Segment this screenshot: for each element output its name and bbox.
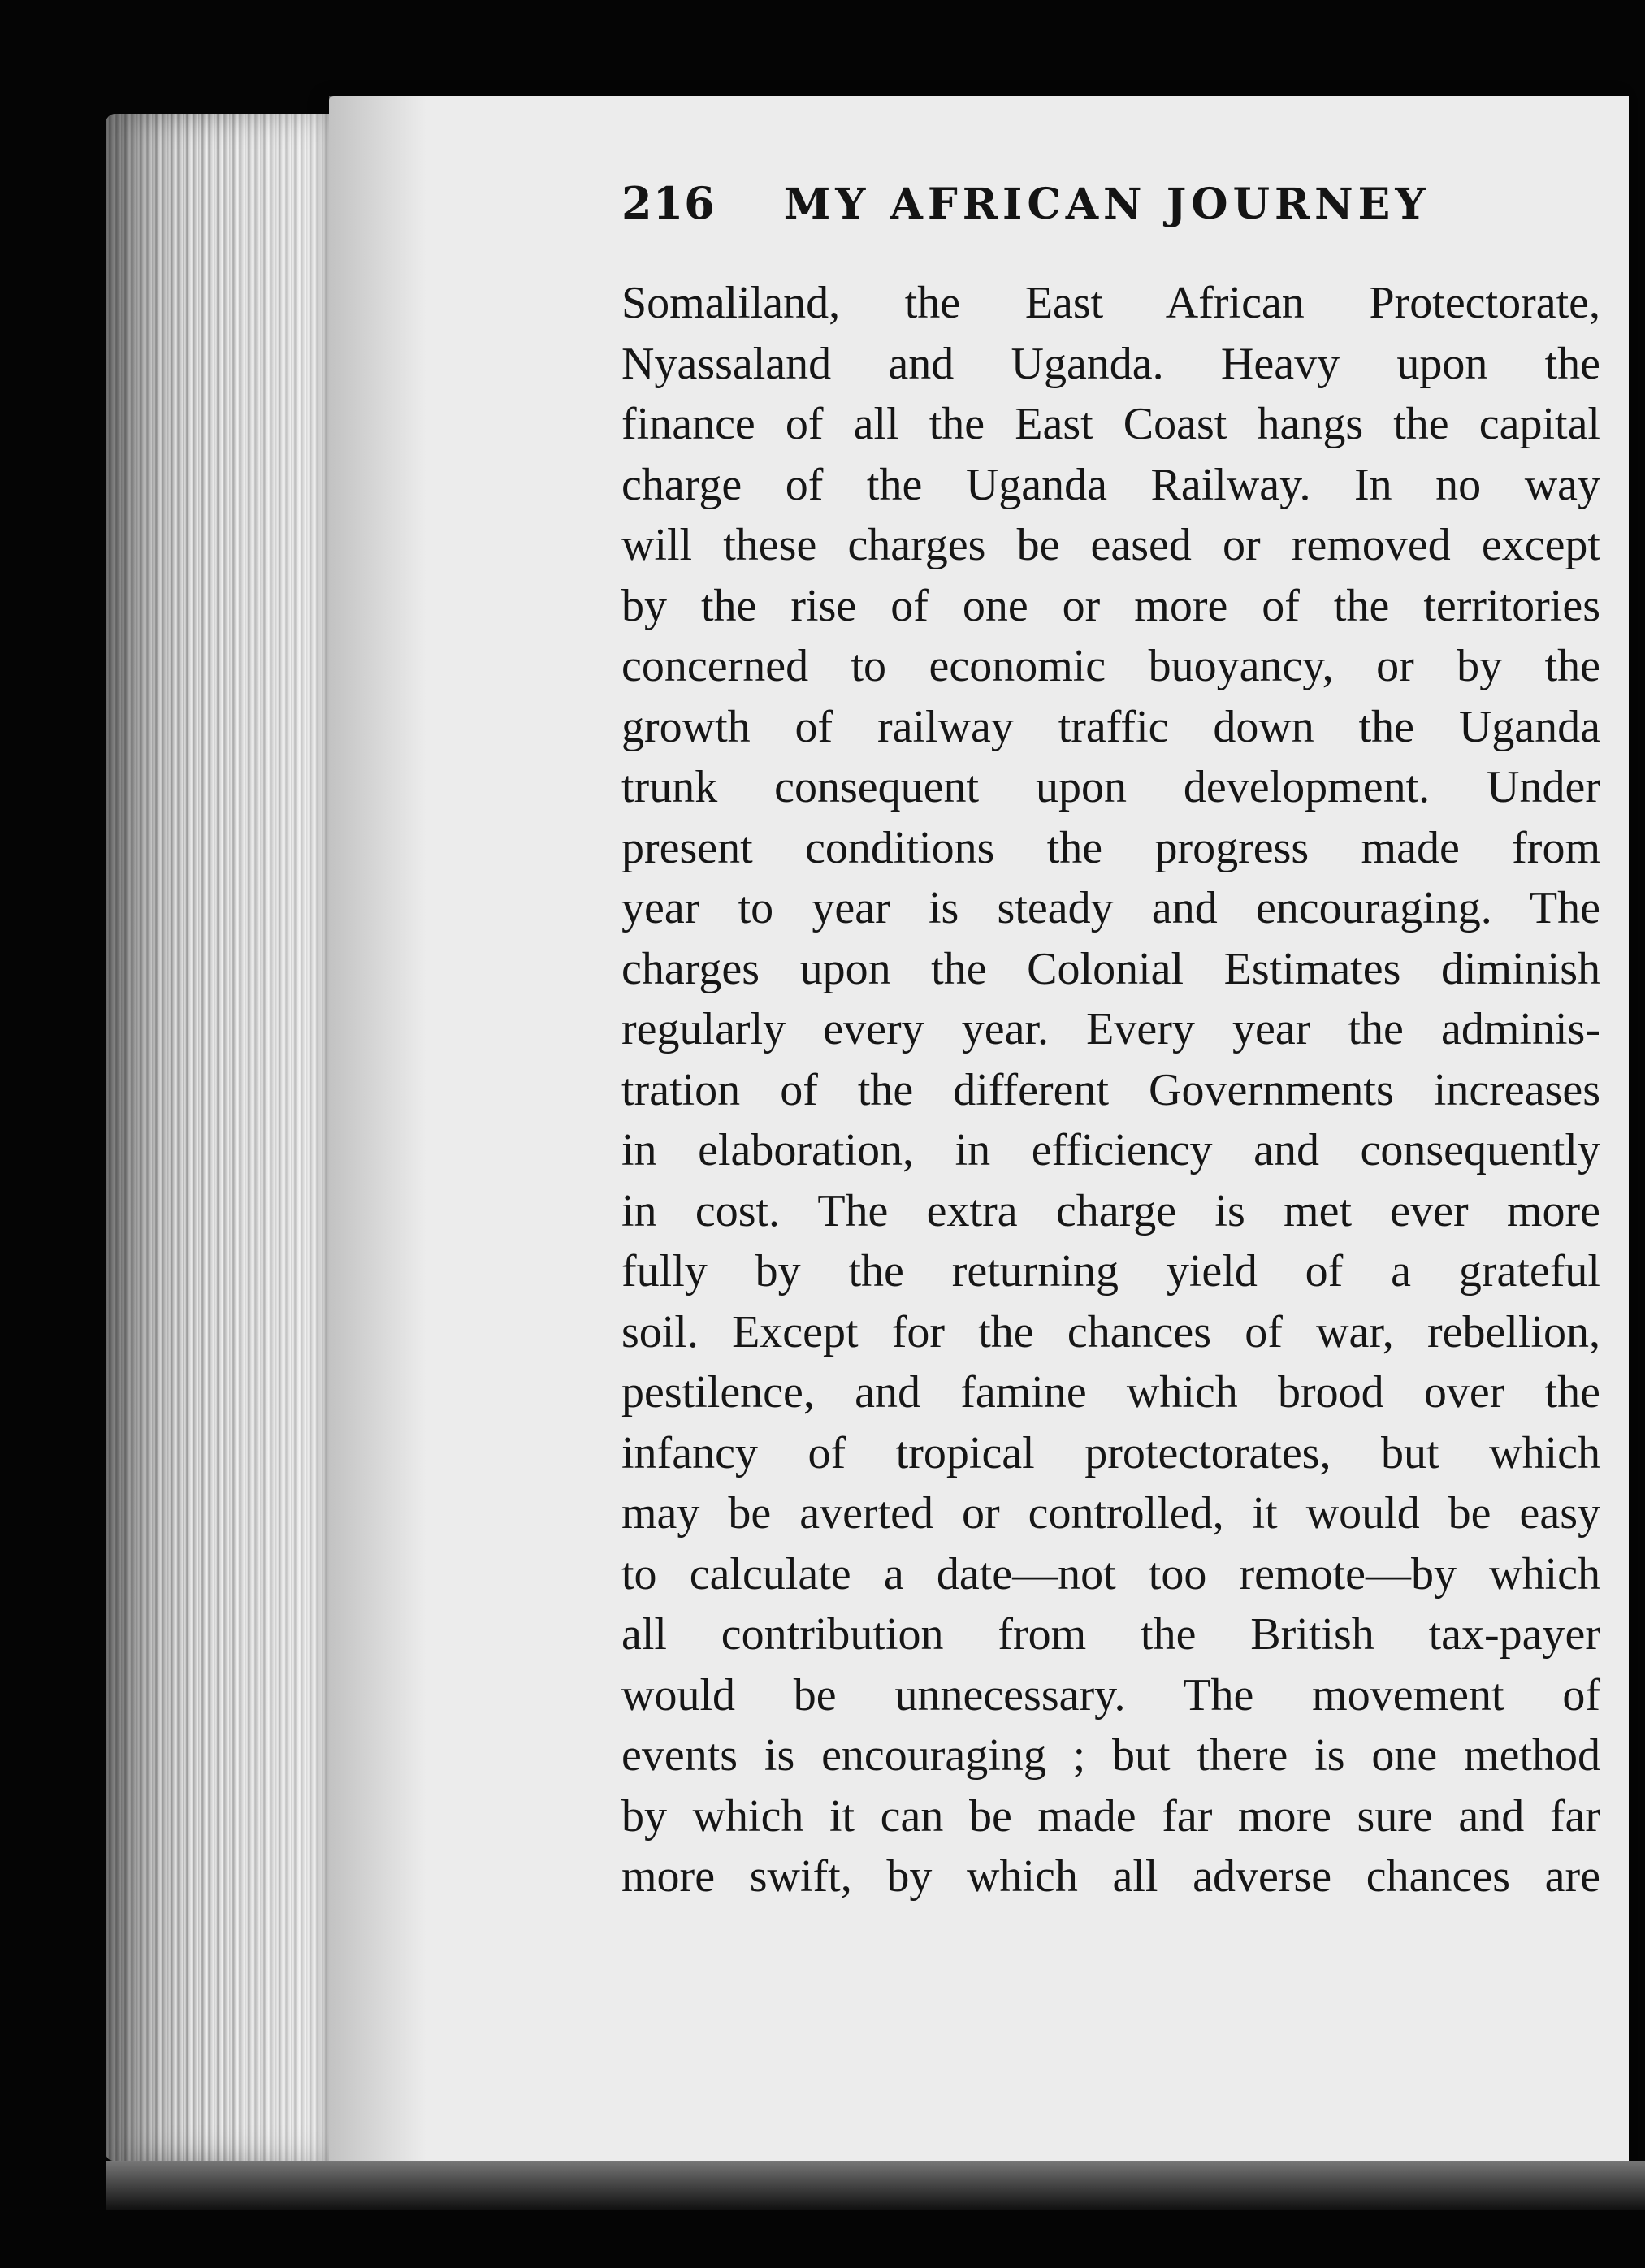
text-line: charges upon the Colonial Estimates diminish <box>621 943 1600 994</box>
text-line: finance of all the East Coast hangs the capital <box>621 399 1600 449</box>
text-line: growth of railway traffic down the Uganda <box>621 701 1600 752</box>
text-line: Somaliland, the East African Protectorate, <box>621 278 1600 328</box>
text-line: in cost. The extra charge is met ever more <box>621 1185 1600 1236</box>
page-number: 216 <box>621 177 716 229</box>
text-line: in elaboration, in efficiency and consequently <box>621 1125 1600 1175</box>
text-line: charge of the Uganda Railway. In no way <box>621 459 1600 510</box>
text-line: events is encouraging ; but there is one method <box>621 1730 1600 1781</box>
text-line: by which it can be made far more sure and far <box>621 1790 1600 1842</box>
text-line: will these charges be eased or removed except <box>621 520 1600 570</box>
text-line: may be averted or controlled, it would be easy <box>621 1488 1600 1539</box>
text-line: to calculate a date—not too remote—by which <box>621 1548 1600 1599</box>
running-title: MY AFRICAN JOURNEY <box>783 180 1431 229</box>
text-line: pestilence, and famine which brood over the <box>621 1367 1600 1418</box>
text-line: concerned to economic buoyancy, or by the <box>621 641 1600 691</box>
text-line: regularly every year. Every year the adminis- <box>621 1004 1600 1054</box>
body-text <box>621 273 1600 1907</box>
book-page-edges <box>106 114 341 2161</box>
text-line: trunk consequent upon development. Under <box>621 762 1600 812</box>
text-line: soil. Except for the chances of war, rebellion, <box>621 1306 1600 1357</box>
text-line: more swift, by which all adverse chances are <box>621 1851 1600 1902</box>
text-line: by the rise of one or more of the territories <box>621 580 1600 631</box>
text-line: would be unnecessary. The movement of <box>621 1669 1600 1720</box>
text-line: Nyassaland and Uganda. Heavy upon the <box>621 338 1600 389</box>
running-head <box>621 177 1515 242</box>
text-line: infancy of tropical protectorates, but which <box>621 1427 1600 1478</box>
text-line: year to year is steady and encouraging. The <box>621 883 1600 933</box>
text-line: tration of the different Governments increases <box>621 1064 1600 1115</box>
text-line: present conditions the progress made from <box>621 822 1600 873</box>
text-line: fully by the returning yield of a grateful <box>621 1246 1600 1296</box>
book-bottom-shadow <box>106 2161 1645 2210</box>
text-line: all contribution from the British tax-payer <box>621 1609 1600 1660</box>
